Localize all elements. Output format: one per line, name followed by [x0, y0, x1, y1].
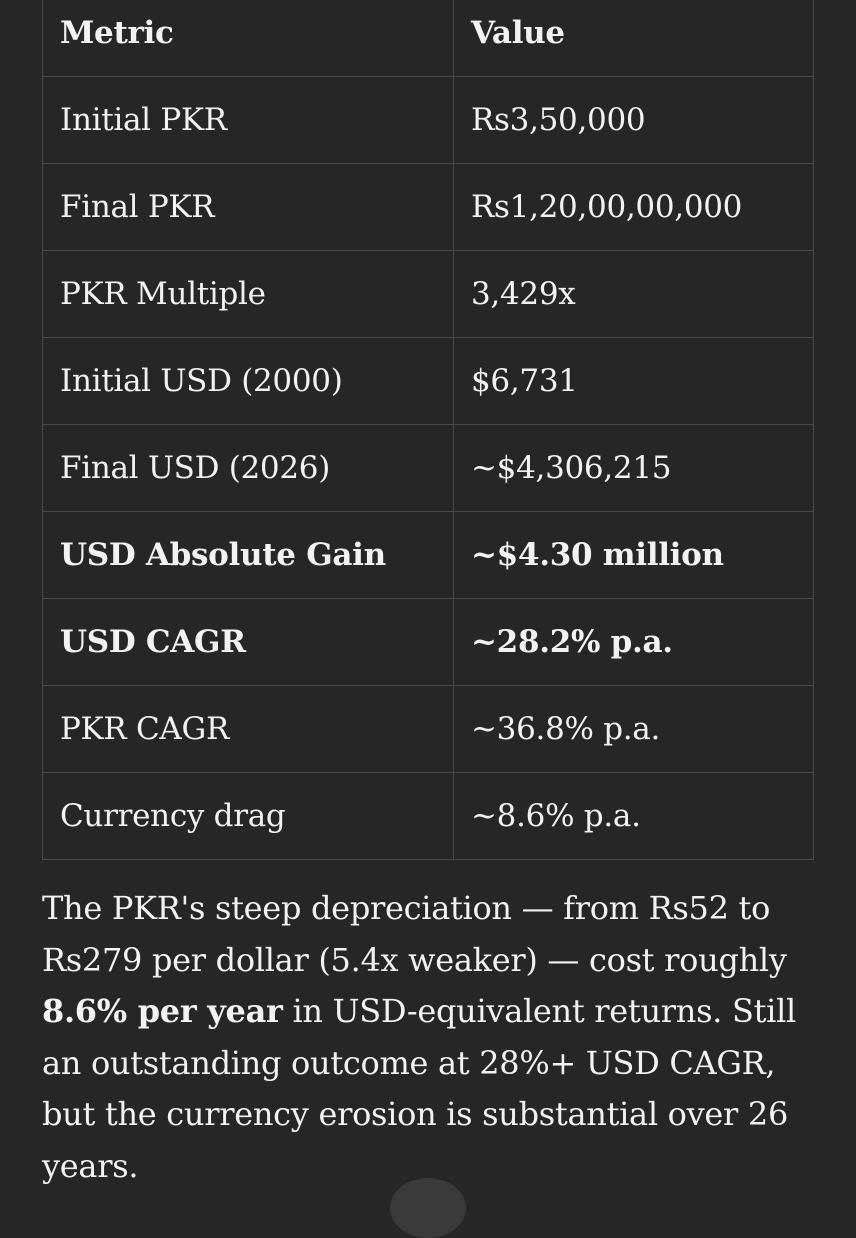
table-header-row — [43, 0, 814, 77]
metric-cell: Final PKR — [43, 164, 454, 251]
metric-cell: Initial PKR — [43, 77, 454, 164]
table-row — [43, 599, 814, 686]
table-row — [43, 773, 814, 860]
metric-cell: Initial USD (2000) — [43, 338, 454, 425]
metric-cell: PKR Multiple — [43, 251, 454, 338]
table-row — [43, 425, 814, 512]
summary-paragraph — [42, 883, 822, 1192]
paragraph-text: The PKR's steep depreciation — from Rs52 to Rs279 per dollar (5.4x weaker) — cost roughly — [42, 889, 787, 979]
header-value: Value — [454, 0, 814, 77]
table-row — [43, 164, 814, 251]
paragraph-text: in USD-equivalent returns. Still an outstanding outcome at 28%+ USD CAGR, but the currency erosion is substantial over 26 years. — [42, 992, 796, 1185]
value-cell: ~$4.30 million — [454, 512, 814, 599]
table-row — [43, 77, 814, 164]
value-cell: 3,429x — [454, 251, 814, 338]
value-cell: ~36.8% p.a. — [454, 686, 814, 773]
metrics-table — [42, 0, 814, 860]
value-cell: ~$4,306,215 — [454, 425, 814, 512]
value-cell: Rs3,50,000 — [454, 77, 814, 164]
metric-cell: PKR CAGR — [43, 686, 454, 773]
paragraph-emphasis: 8.6% per year — [42, 992, 283, 1030]
header-metric: Metric — [43, 0, 454, 77]
value-cell: ~28.2% p.a. — [454, 599, 814, 686]
metric-cell: Final USD (2026) — [43, 425, 454, 512]
metric-cell: USD CAGR — [43, 599, 454, 686]
value-cell: $6,731 — [454, 338, 814, 425]
table-row — [43, 251, 814, 338]
table-row — [43, 512, 814, 599]
metric-cell: Currency drag — [43, 773, 454, 860]
floating-button-edge[interactable] — [390, 1178, 466, 1238]
metric-cell: USD Absolute Gain — [43, 512, 454, 599]
value-cell: Rs1,20,00,00,000 — [454, 164, 814, 251]
table-row — [43, 686, 814, 773]
table-row — [43, 338, 814, 425]
value-cell: ~8.6% p.a. — [454, 773, 814, 860]
